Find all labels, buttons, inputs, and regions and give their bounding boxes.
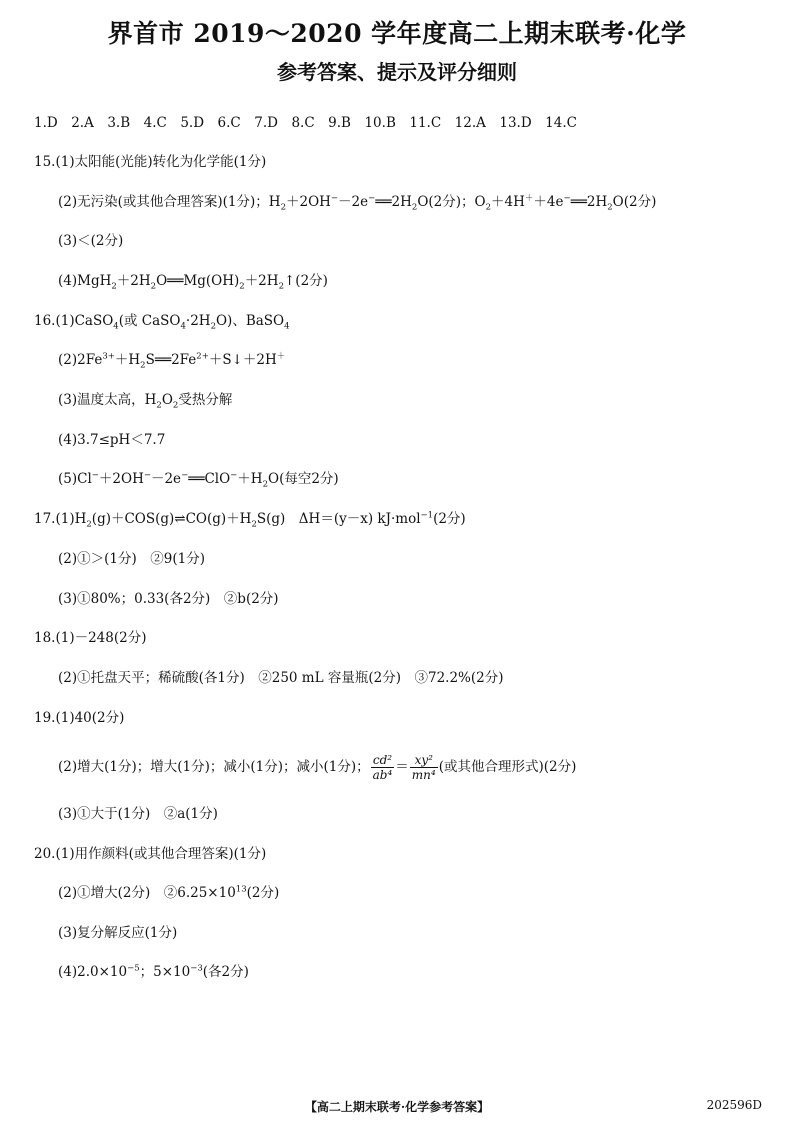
q18-part2: (2)①托盘天平；稀硫酸(各1分) ②250 mL 容量瓶(2分) ③72.2%(2分) (58, 670, 504, 686)
q20-part3: (3)复分解反应(1分) (58, 925, 178, 941)
q16-part3: (3)温度太高，$H_2O_2$受热分解 (58, 392, 233, 411)
page-subtitle: 参考答案、提示及评分细则 (277, 60, 517, 84)
q17-part1: $17.(1)H_2(g)+COS(g)\rightleftharpoons CO(g)+H_2S(g)$ ΔH＝(y－x) kJ·mol$^{-1}$(2分) (34, 510, 466, 530)
q15-part1: 15.(1)太阳能(光能)转化为化学能(1分) (34, 154, 267, 170)
q19-part1: 19.(1)40(2分) (34, 710, 125, 726)
page-title: 界首市 2019～2020 学年度高二上期末联考·化学 (107, 19, 687, 48)
fraction-left: $\frac{\text{cd²}}{\text{ab⁴}}$ (372, 753, 393, 782)
q17-part2: (2)①＞(1分) ②9(1分) (58, 551, 205, 567)
q18-part1: 18.(1)－248(2分) (34, 630, 147, 646)
q20-part2: (2)①增大(2分) $②6.25\times 10^{13}(2$分) (58, 884, 280, 901)
q16-part4: (4)3.7≤pH＜7.7 (58, 432, 166, 448)
q19-part3: (3)①大于(1分) ②a(1分) (58, 806, 218, 822)
fraction-right: $\frac{\text{xy²}}{\text{mn⁴}}$ (411, 753, 436, 782)
q17-part3: (3)①80%；0.33(各2分) ②b(2分) (58, 591, 279, 607)
q20-part4: $(4)2.0\times 10^{-5}$；$5\times 10^{-3}$(各2分) (58, 963, 249, 980)
choice-answers: 1.D 2.A 3.B 4.C 5.D 6.C 7.D 8.C 9.B 10.B 11.C 12.A 13.D 14.C (34, 115, 577, 131)
q19-part2: (2)增大(1分)；增大(1分)；减小(1分)；减小(1分)； $\frac{\text{cd²}}{\text{ab⁴}}$ ＝ $\frac{\text{xy²}}{\text{mn⁴}}$ (或其他合理形式)(2分) (58, 753, 577, 782)
q16-part2: $(2)2Fe^{3+}+H_2S══2Fe^{2+}+S↓+2H^+$ (58, 351, 286, 371)
q15-part2: (2)无污染(或其他合理答案)(1分)；$H_2+2OH^--2e^-══2H_2O(2$分)；$O_2+4H^++4e^-══2H_2O(2$分) (58, 193, 657, 213)
q16-part1: 16.(1)CaSO$_4$(或 $CaSO_4\cdot 2H_2O$)、BaSO$_4$ (34, 313, 290, 332)
document-code: 202596D (706, 1098, 762, 1112)
q15-part3: (3)＜(2分) (58, 233, 124, 249)
q16-part5: $(5)Cl^-+2OH^--2e^-══ClO^-+H_2O$(每空2分) (58, 470, 339, 490)
q15-part4: $(4)MgH_2+2H_2O══Mg(OH)_2+2H_2↑(2$分) (58, 273, 328, 292)
footer-label: 【高二上期末联考·化学参考答案】 (304, 1100, 490, 1114)
q20-part1: 20.(1)用作颜料(或其他合理答案)(1分) (34, 846, 267, 862)
